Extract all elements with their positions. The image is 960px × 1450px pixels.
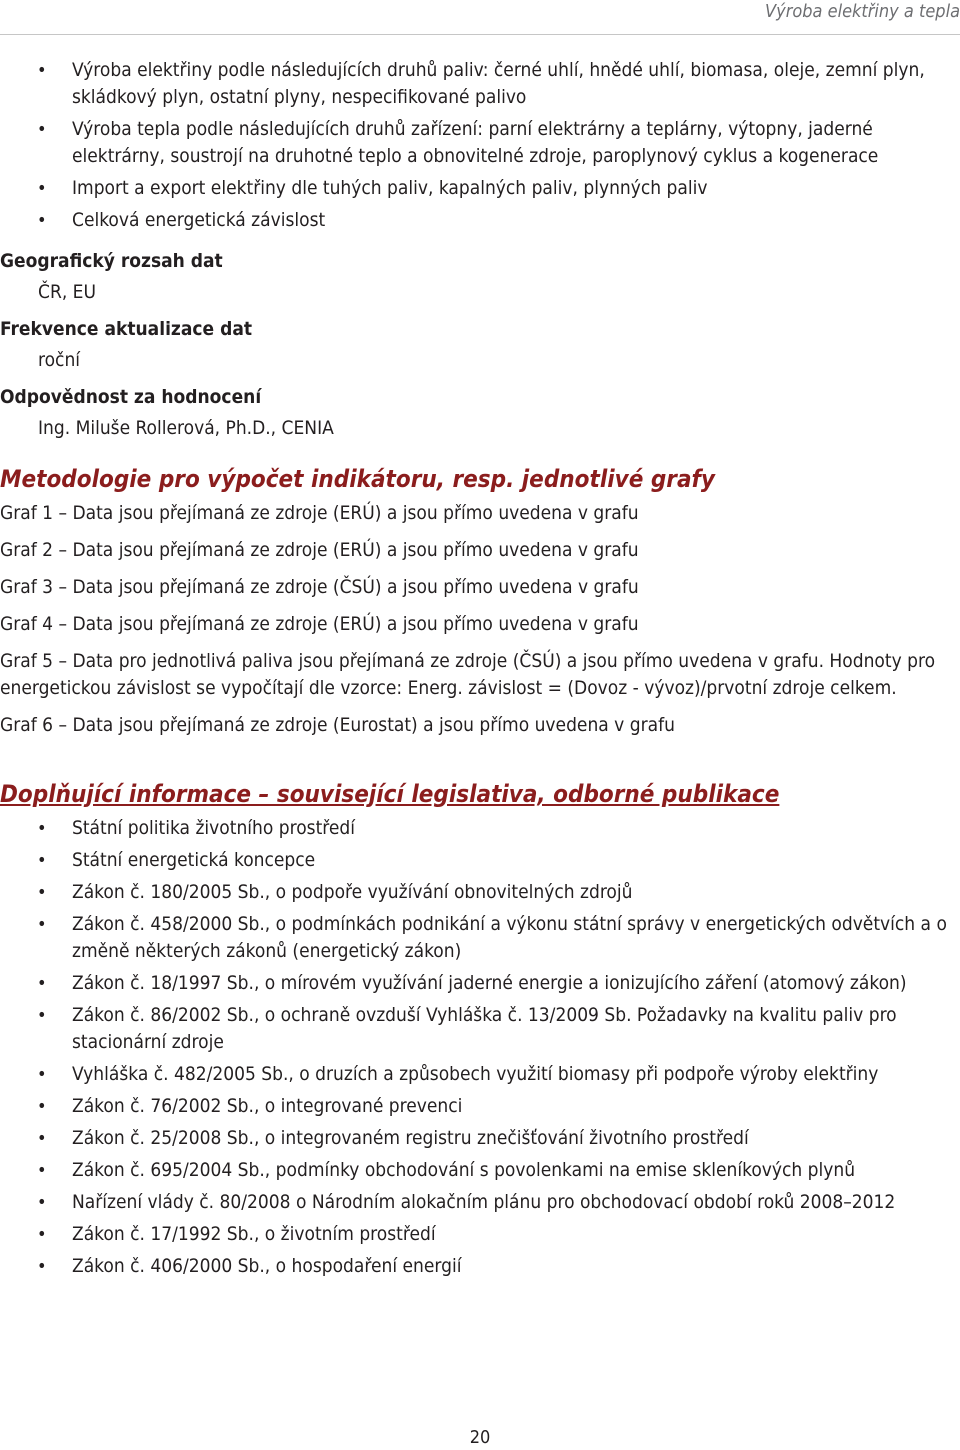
list-item: • Zákon č. 406/2000 Sb., o hospodaření energií <box>0 1253 960 1280</box>
geo-label: Geografický rozsah dat <box>0 250 223 272</box>
list-item: • Zákon č. 86/2002 Sb., o ochraně ovzduší Vyhláška č. 13/2009 Sb. Požadavky na kvalitu paliv pro stacionární zdroje <box>0 1002 960 1056</box>
list-item: • Výroba tepla podle následujících druhů zařízení: parní elektrárny a teplárny, výtopny, jaderné elektrárny, soustrojí na druhotné teplo a obnovitelné zdroje, paroplynový cyklus a kogenerace <box>0 116 960 170</box>
graf-item: Graf 6 – Data jsou přejímaná ze zdroje (Eurostat) a jsou přímo uvedena v grafu <box>0 714 675 736</box>
freq-label: Frekvence aktualizace dat <box>0 318 253 340</box>
list-item: • Import a export elektřiny dle tuhých paliv, kapalných paliv, plynných paliv <box>0 175 960 202</box>
list-item: • Zákon č. 18/1997 Sb., o mírovém využívání jaderné energie a ionizujícího záření (atomový zákon) <box>0 970 960 997</box>
header-divider <box>0 34 960 35</box>
list-item: • Zákon č. 76/2002 Sb., o integrované prevenci <box>0 1093 960 1120</box>
list-item: • Nařízení vlády č. 80/2008 o Národním alokačním plánu pro obchodovací období roků 2008–2012 <box>0 1189 960 1216</box>
geo-value: ČR, EU <box>38 281 96 303</box>
supplement-list <box>0 815 960 1280</box>
resp-label: Odpovědnost za hodnocení <box>0 386 262 408</box>
list-item: • Zákon č. 180/2005 Sb., o podpoře využívání obnovitelných zdrojů <box>0 879 960 906</box>
method-list <box>0 500 960 739</box>
graf-item: Graf 2 – Data jsou přejímaná ze zdroje (ERÚ) a jsou přímo uvedena v grafu <box>0 539 639 561</box>
graf-item: Graf 5 – Data pro jednotlivá paliva jsou přejímaná ze zdroje (ČSÚ) a jsou přímo uvedena v grafu. Hodnoty pro energetickou závislost se vypočítají dle vzorce: Energ. závislost = (Dovoz - vývoz)/prvotní zdroje celkem. <box>0 650 936 699</box>
graf-item: Graf 3 – Data jsou přejímaná ze zdroje (ČSÚ) a jsou přímo uvedena v grafu <box>0 576 639 598</box>
freq-value: roční <box>38 349 81 371</box>
list-item: • Vyhláška č. 482/2005 Sb., o druzích a způsobech využití biomasy při podpoře výroby elektřiny <box>0 1061 960 1088</box>
page-content <box>0 57 960 1285</box>
resp-value: Ing. Miluše Rollerová, Ph.D., CENIA <box>38 417 334 439</box>
page-number: 20 <box>469 1427 491 1448</box>
list-item: • Celková energetická závislost <box>0 207 960 234</box>
running-header: Výroba elektřiny a tepla <box>765 1 960 22</box>
method-title: Metodologie pro výpočet indikátoru, resp. jednotlivé grafy <box>0 465 715 493</box>
graf-item: Graf 1 – Data jsou přejímaná ze zdroje (ERÚ) a jsou přímo uvedena v grafu <box>0 502 639 524</box>
list-item: • Státní politika životního prostředí <box>0 815 960 842</box>
list-item: • Zákon č. 695/2004 Sb., podmínky obchodování s povolenkami na emise skleníkových plynů <box>0 1157 960 1184</box>
supplement-title: Doplňující informace – související legislativa, odborné publikace <box>0 780 780 808</box>
list-item: • Státní energetická koncepce <box>0 847 960 874</box>
intro-list <box>0 57 960 234</box>
list-item: • Výroba elektřiny podle následujících druhů paliv: černé uhlí, hnědé uhlí, biomasa, oleje, zemní plyn, skládkový plyn, ostatní plyny, nespecifikované palivo <box>0 57 960 111</box>
list-item: • Zákon č. 458/2000 Sb., o podmínkách podnikání a výkonu státní správy v energetických odvětvích a o změně některých zákonů (energetický zákon) <box>0 911 960 965</box>
graf-item: Graf 4 – Data jsou přejímaná ze zdroje (ERÚ) a jsou přímo uvedena v grafu <box>0 613 639 635</box>
list-item: • Zákon č. 25/2008 Sb., o integrovaném registru znečišťování životního prostředí <box>0 1125 960 1152</box>
list-item: • Zákon č. 17/1992 Sb., o životním prostředí <box>0 1221 960 1248</box>
